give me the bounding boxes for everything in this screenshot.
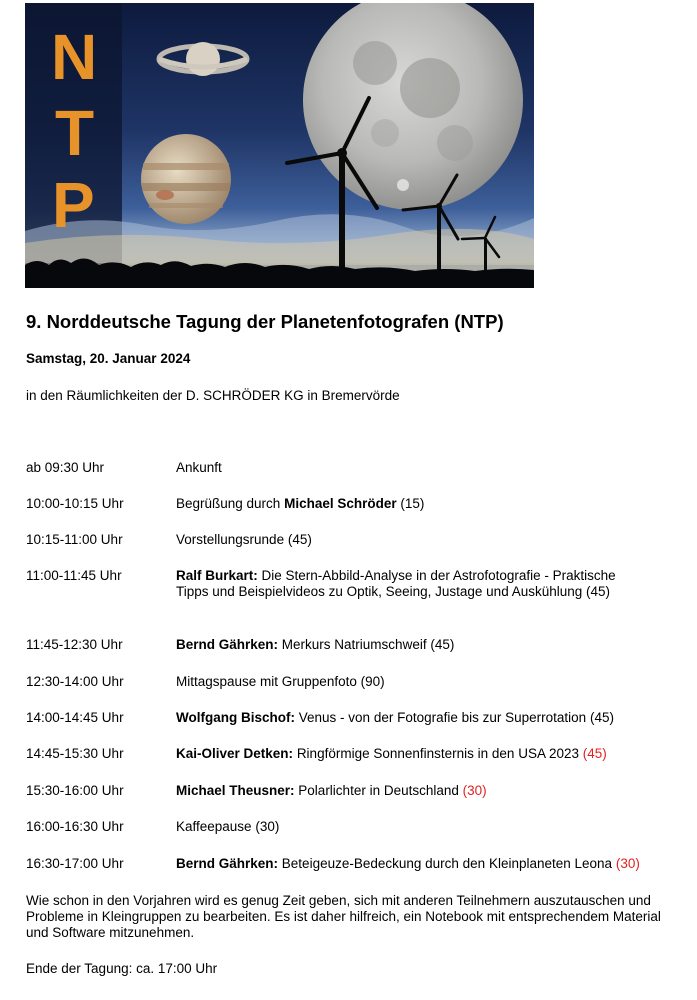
schedule-duration: (45) (586, 584, 611, 599)
schedule-time: ab 09:30 Uhr (26, 460, 105, 475)
event-date: Samstag, 20. Januar 2024 (26, 351, 191, 366)
page-title: 9. Norddeutsche Tagung der Planetenfotografen (NTP) (26, 311, 504, 332)
schedule-topic: Ringförmige Sonnenfinsternis in den USA 2023 (296, 746, 579, 761)
schedule-speaker: Wolfgang Bischof: (176, 710, 295, 725)
schedule-description (176, 746, 646, 762)
schedule-duration: (45) (287, 532, 312, 547)
schedule-duration: (90) (360, 674, 385, 689)
schedule-time: 16:30-17:00 Uhr (26, 856, 124, 871)
schedule-topic: Ankunft (176, 460, 222, 475)
schedule-time: 12:30-14:00 Uhr (26, 674, 124, 689)
schedule-speaker: Michael Theusner: (176, 783, 295, 798)
schedule-speaker: Michael Schröder (284, 496, 397, 511)
schedule-duration: (30) (255, 819, 280, 834)
schedule-topic: Die Stern-Abbild-Analyse in der Astrofotografie - Praktische Tipps und Beispielvideos zu Optik, Seeing, Justage und Auskühlung (176, 568, 616, 599)
schedule-description (176, 783, 646, 799)
schedule-prefix: Begrüßung durch (176, 496, 285, 511)
schedule-duration: (45) (582, 746, 607, 761)
schedule-time: 15:30-16:00 Uhr (26, 783, 124, 798)
schedule-time: 10:15-11:00 Uhr (26, 532, 123, 547)
banner-image (25, 3, 534, 288)
end-time-note: Ende der Tagung: ca. 17:00 Uhr (26, 961, 218, 976)
schedule-duration: (30) (462, 783, 487, 798)
schedule-speaker: Ralf Burkart: (176, 568, 258, 583)
event-venue: in den Räumlichkeiten der D. SCHRÖDER KG in Bremervörde (26, 388, 400, 403)
schedule-duration: (45) (589, 710, 614, 725)
schedule-time: 16:00-16:30 Uhr (26, 819, 124, 834)
schedule-topic: Venus - von der Fotografie bis zur Superrotation (298, 710, 587, 725)
schedule-description (176, 637, 646, 653)
jupiter-graphic (141, 134, 231, 224)
footer-note: Wie schon in den Vorjahren wird es genug Zeit geben, sich mit anderen Teilnehmern auszutauschen und Probleme in Kleingruppen zu bearbeiten. Es ist daher hilfreich, ein Notebook mit entsprechendem Material und Software mitzunehmen. (26, 893, 661, 940)
banner-letter-p: P (52, 169, 95, 241)
schedule-time: 14:45-15:30 Uhr (26, 746, 124, 761)
schedule-description (176, 819, 646, 835)
schedule-description (176, 532, 646, 548)
schedule-time: 10:00-10:15 Uhr (26, 496, 124, 511)
schedule-topic: Polarlichter in Deutschland (298, 783, 459, 798)
schedule-speaker: Bernd Gährken: (176, 637, 279, 652)
banner-letter-t: T (55, 97, 95, 169)
schedule-speaker: Bernd Gährken: (176, 856, 279, 871)
schedule-topic: Vorstellungsrunde (176, 532, 285, 547)
schedule-topic: Beteigeuze-Bedeckung durch den Kleinplaneten Leona (281, 856, 613, 871)
schedule-time: 11:45-12:30 Uhr (26, 637, 123, 652)
schedule-duration: (30) (615, 856, 640, 871)
schedule-topic: Merkurs Natriumschweif (281, 637, 427, 652)
schedule-description (176, 496, 646, 512)
schedule-topic: Kaffeepause (176, 819, 252, 834)
schedule-duration: (15) (400, 496, 425, 511)
schedule-description (176, 710, 646, 726)
schedule-time: 11:00-11:45 Uhr (26, 568, 122, 583)
schedule-description (176, 568, 646, 600)
schedule-duration: (45) (430, 637, 455, 652)
schedule-topic: Mittagspause mit Gruppenfoto (176, 674, 357, 689)
schedule-description (176, 674, 646, 690)
schedule-time: 14:00-14:45 Uhr (26, 710, 124, 725)
banner-letter-n: N (51, 21, 98, 93)
schedule-description (176, 856, 646, 872)
schedule-description (176, 460, 646, 476)
schedule-speaker: Kai-Oliver Detken: (176, 746, 294, 761)
